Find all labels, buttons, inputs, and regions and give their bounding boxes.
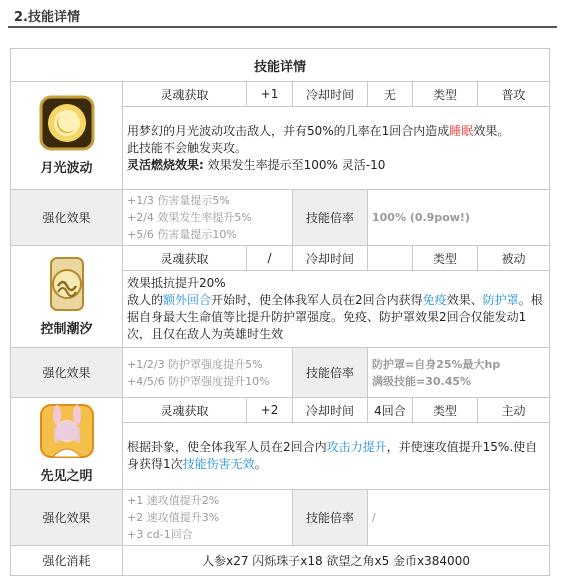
multiplier-line: 防护罩=自身25%最大hp <box>372 357 501 371</box>
keyword-extra-turn[interactable]: 额外回合 <box>163 293 212 307</box>
burn-effect-label: 灵活燃烧效果: <box>127 157 204 172</box>
type-label: 类型 <box>413 246 478 271</box>
desc-text: ，并使速攻值提升15%.使自身获得1次 <box>127 440 538 471</box>
soul-value: +2 <box>247 398 293 423</box>
soul-label: 灵魂获取 <box>123 82 247 107</box>
enhance-item: +3 cd-1回合 <box>127 528 193 541</box>
table-header: 技能详情 <box>11 49 550 82</box>
desc-text: 。根据自身最大生命值等比提升防护罩强度。免疫、防护罩效果2回合仅能发动1次，且仅在敌人为英雄时生效 <box>127 293 543 341</box>
cooldown-value: 无 <box>368 82 413 107</box>
keyword-barrier[interactable]: 防护罩 <box>482 293 519 307</box>
materials-value: 人参x27 闪烁珠子x18 欲望之角x5 金币x384000 <box>123 546 550 576</box>
type-value: 普攻 <box>478 82 550 107</box>
desc-text: 。 <box>254 457 267 471</box>
skill-cell-tide-control <box>11 246 123 348</box>
type-label: 类型 <box>413 398 478 423</box>
foresight-portrait-icon <box>39 403 95 459</box>
soul-label: 灵魂获取 <box>123 398 247 423</box>
enhance-list <box>123 348 293 398</box>
enhance-label: 强化效果 <box>11 348 123 398</box>
multiplier-value: 100% (0.9pow!) <box>368 190 550 246</box>
type-label: 类型 <box>413 82 478 107</box>
enhance-list <box>123 190 293 246</box>
skill-description <box>123 107 550 190</box>
desc-text: 效果抵抗提升20% <box>127 276 226 290</box>
keyword-skill-nullify[interactable]: 技能伤害无效 <box>182 457 255 471</box>
skill-cell-foresight <box>11 398 123 490</box>
section-divider <box>8 26 557 28</box>
enhance-item: +2/4 效果发生率提升5% <box>127 211 252 224</box>
skill-name: 先见之明 <box>40 469 93 484</box>
multiplier-label: 技能倍率 <box>293 490 368 546</box>
enhance-item: +4/5/6 防护罩强度提升10% <box>127 374 270 388</box>
multiplier-label: 技能倍率 <box>293 348 368 398</box>
enhance-item: +2 速攻值提升3% <box>127 511 220 524</box>
multiplier-value <box>368 348 550 398</box>
soul-value: / <box>247 246 293 271</box>
soul-label: 灵魂获取 <box>123 246 247 271</box>
desc-text: 效果发生率提示至100% 灵活-10 <box>203 157 386 172</box>
enhance-item: +5/6 伤害量提示10% <box>127 228 237 241</box>
cooldown-label: 冷却时间 <box>293 398 368 423</box>
desc-text: 用梦幻的月光波动攻击敌人，并有50%的几率在1回合内造成 <box>127 123 450 138</box>
enhance-label: 强化效果 <box>11 190 123 246</box>
desc-text: 效果。 <box>473 123 510 138</box>
desc-text: 此技能不会触发夹攻。 <box>127 140 248 155</box>
skill-description <box>123 271 550 348</box>
desc-text: 敌人的 <box>127 293 164 307</box>
skill-name: 月光波动 <box>40 161 93 176</box>
multiplier-label: 技能倍率 <box>293 190 368 246</box>
multiplier-value: / <box>368 490 550 546</box>
skill-name: 控制潮汐 <box>40 322 93 337</box>
desc-text: 开始时，使全体我军人员在2回合内获得 <box>211 293 423 307</box>
skill-description <box>123 423 550 490</box>
keyword-sleep[interactable]: 睡眠 <box>449 123 474 138</box>
soul-value: +1 <box>247 82 293 107</box>
cooldown-value: 4回合 <box>368 398 413 423</box>
tide-control-icon <box>39 256 95 312</box>
cooldown-value <box>368 246 413 271</box>
section-title: 2.技能详情 <box>14 10 80 25</box>
enhance-item: +1 速攻值提升2% <box>127 494 220 507</box>
enhance-item: +1/3 伤害量提示5% <box>127 194 230 207</box>
skill-cell-moon-wave <box>11 82 123 190</box>
desc-text: 根据卦象，使全体我军人员在2回合内 <box>127 440 327 454</box>
enhance-label: 强化效果 <box>11 490 123 546</box>
type-value: 主动 <box>478 398 550 423</box>
keyword-immunity[interactable]: 免疫 <box>422 293 447 307</box>
cooldown-label: 冷却时间 <box>293 246 368 271</box>
skill-details-table <box>10 48 550 576</box>
type-value: 被动 <box>478 246 550 271</box>
desc-text: 效果、 <box>446 293 483 307</box>
keyword-attack-up[interactable]: 攻击力提升 <box>326 440 387 454</box>
enhance-list <box>123 490 293 546</box>
cooldown-label: 冷却时间 <box>293 82 368 107</box>
moon-wave-icon <box>39 95 95 151</box>
materials-label: 强化消耗 <box>11 546 123 576</box>
multiplier-line: 满级技能=30.45% <box>372 374 472 388</box>
enhance-item: +1/2/3 防护罩强度提升5% <box>127 357 263 371</box>
